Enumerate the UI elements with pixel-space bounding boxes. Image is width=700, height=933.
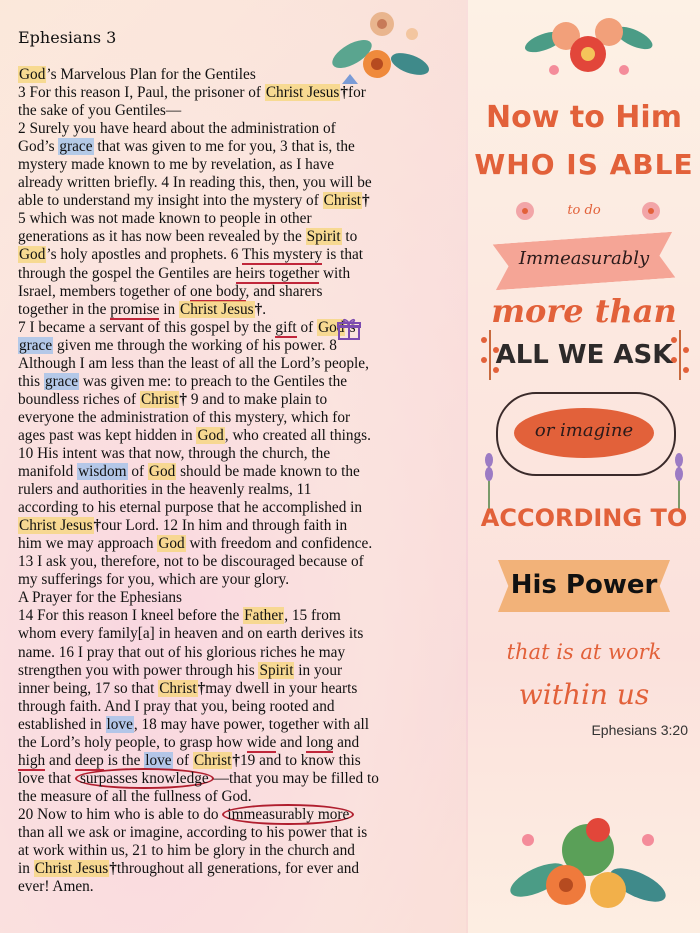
banner-line-7: or imagine bbox=[534, 420, 634, 441]
passage-line bbox=[18, 860, 456, 878]
passage-text: of bbox=[172, 751, 193, 769]
lavender-sprig-icon bbox=[664, 450, 694, 510]
marked-word: Christ Jesus bbox=[19, 517, 93, 535]
marked-word: Christ bbox=[159, 679, 197, 697]
passage-text: 14 For this reason I kneel before the bbox=[18, 607, 244, 625]
passage-text: ages past was kept hidden in bbox=[18, 426, 197, 444]
passage-line bbox=[18, 716, 456, 734]
chapter-heading: Ephesians 3 bbox=[18, 28, 117, 47]
passage-line bbox=[18, 680, 456, 698]
passage-line bbox=[18, 210, 456, 228]
passage-text: should be made known to the bbox=[176, 463, 360, 481]
passage-text: him we may approach bbox=[18, 535, 158, 553]
passage-text: everyone the administration of this mystery, which for bbox=[18, 408, 351, 426]
passage-text: 7 I became a servant of this gospel by the bbox=[18, 318, 276, 336]
cross-mark: † bbox=[93, 517, 102, 535]
passage-line bbox=[18, 553, 456, 571]
passage-text: our Lord. 12 In him and through faith in bbox=[101, 517, 348, 535]
marked-word: God bbox=[318, 318, 345, 336]
passage-text: the Lord’s holy people, to grasp how bbox=[18, 733, 247, 751]
passage-text: 2 Surely you have heard about the administration of bbox=[18, 120, 336, 138]
passage-text: ’s bbox=[345, 318, 356, 336]
passage-text: name. 16 I pray that out of his glorious riches he may bbox=[18, 643, 346, 661]
marked-word: immeasurably more bbox=[222, 804, 354, 825]
cross-mark: † bbox=[179, 390, 187, 408]
marked-word: God bbox=[19, 66, 46, 83]
scripture-passage bbox=[18, 66, 456, 896]
passage-text: in bbox=[18, 860, 34, 878]
passage-text: able to understand my insight into the mystery of bbox=[18, 192, 323, 210]
passage-line bbox=[18, 427, 456, 445]
cross-mark: † bbox=[340, 84, 349, 102]
passage-text: 5 which was not made known to people in other bbox=[18, 210, 312, 228]
passage-text: with freedom and confidence. bbox=[185, 535, 373, 553]
passage-text: already written briefly. 4 In reading this, then, you will be bbox=[18, 174, 372, 192]
passage-line bbox=[18, 102, 456, 120]
marked-word: high bbox=[18, 751, 46, 769]
passage-text: that was given to me for you, 3 that is, the bbox=[93, 138, 355, 156]
lavender-sprig-icon bbox=[474, 450, 504, 510]
passage-text: 20 Now to him who is able to do bbox=[18, 805, 223, 823]
passage-line bbox=[18, 788, 456, 806]
passage-line bbox=[18, 355, 456, 373]
passage-line bbox=[18, 770, 456, 788]
banner-line-10: that is at work bbox=[506, 640, 662, 664]
marked-word: grace bbox=[59, 138, 93, 156]
banner-line-2: WHO IS ABLE bbox=[474, 148, 694, 181]
passage-text: Israel, members together of bbox=[18, 282, 191, 300]
passage-text: Although I am less than the least of all the Lord’s people, bbox=[18, 354, 369, 372]
marked-word: Christ Jesus bbox=[265, 84, 340, 102]
passage-text: manifold bbox=[18, 463, 78, 481]
passage-line bbox=[18, 499, 456, 517]
passage-text: given me through the working of his power. 8 bbox=[53, 336, 337, 354]
marked-word: Spirit bbox=[306, 228, 341, 246]
passage-text: , 15 from bbox=[284, 607, 341, 625]
passage-line bbox=[18, 409, 456, 427]
passage-text: with bbox=[319, 264, 351, 282]
banner-line-6: ALL WE ASK bbox=[495, 340, 673, 370]
passage-text: , 18 may have power, together with all bbox=[133, 715, 370, 733]
marked-word: promise bbox=[110, 300, 160, 318]
passage-text: for bbox=[348, 84, 366, 102]
passage-text: this bbox=[18, 372, 44, 390]
marked-word: God bbox=[148, 463, 176, 481]
passage-text: the sake of you Gentiles— bbox=[18, 102, 182, 120]
passage-line bbox=[18, 301, 456, 319]
cross-mark: † bbox=[232, 751, 241, 769]
passage-line bbox=[18, 607, 456, 625]
passage-text: at work within us, 21 to him be glory in the church and bbox=[18, 842, 355, 860]
cross-mark: † bbox=[254, 300, 263, 318]
marked-word: God bbox=[197, 426, 224, 444]
passage-text: was given me: to preach to the Gentiles the bbox=[79, 372, 348, 390]
flower-bouquet-icon bbox=[508, 790, 668, 930]
marked-word: heirs together bbox=[235, 264, 320, 282]
passage-line bbox=[18, 571, 456, 589]
marked-word: Christ bbox=[140, 390, 179, 408]
passage-text: —that you may be filled to bbox=[213, 769, 379, 787]
passage-line bbox=[18, 644, 456, 662]
passage-line bbox=[18, 228, 456, 246]
passage-text: my sufferings for you, which are your glory. bbox=[18, 571, 290, 589]
passage-line bbox=[18, 878, 456, 896]
flower-bouquet-icon bbox=[524, 8, 654, 88]
passage-line bbox=[18, 734, 456, 752]
banner-line-1: Now to Him bbox=[486, 100, 682, 135]
passage-line bbox=[18, 535, 456, 553]
passage-text: God’s bbox=[18, 138, 59, 156]
passage-line bbox=[18, 174, 456, 192]
marked-word: God bbox=[19, 246, 46, 264]
marked-word: Spirit bbox=[259, 661, 294, 679]
passage-text: through the gospel the Gentiles are bbox=[18, 264, 236, 282]
passage-line bbox=[18, 517, 456, 535]
passage-text: through faith. And I pray that you, being rooted and bbox=[18, 697, 335, 715]
passage-line bbox=[18, 84, 456, 102]
passage-text: ’s holy apostles and prophets. 6 bbox=[46, 246, 242, 264]
passage-line bbox=[18, 373, 456, 391]
passage-text: 9 and to make plain to bbox=[187, 390, 328, 408]
passage-text: , and sharers bbox=[245, 282, 323, 300]
passage-text: and bbox=[333, 733, 360, 751]
passage-line bbox=[18, 824, 456, 842]
marked-word: wisdom bbox=[78, 463, 127, 481]
flower-icon bbox=[638, 198, 664, 224]
passage-text: throughout all generations, for ever and bbox=[116, 860, 360, 878]
passage-line bbox=[18, 138, 456, 156]
passage-text: 19 and to know this bbox=[240, 751, 361, 769]
marked-word: gift bbox=[275, 318, 297, 336]
passage-text: the measure of all the fullness of God. bbox=[18, 787, 252, 805]
passage-text: may dwell in your hearts bbox=[205, 679, 358, 697]
banner-line-9: His Power bbox=[510, 570, 658, 600]
passage-text: 13 I ask you, therefore, not to be discouraged because of bbox=[18, 553, 364, 571]
passage-text: of bbox=[127, 463, 148, 481]
passage-line bbox=[18, 283, 456, 301]
passage-text: strengthen you with power through his bbox=[18, 661, 259, 679]
cross-mark: † bbox=[109, 860, 117, 878]
banner-line-3: to do bbox=[567, 203, 601, 218]
passage-line bbox=[18, 463, 456, 481]
passage-text: inner being, 17 so that bbox=[18, 679, 159, 697]
marked-word: one body bbox=[190, 282, 246, 300]
passage-text: boundless riches of bbox=[18, 390, 140, 408]
passage-text: established in bbox=[18, 715, 106, 733]
passage-line bbox=[18, 120, 456, 138]
passage-text: to bbox=[341, 228, 358, 246]
marked-word: grace bbox=[44, 372, 79, 390]
passage-line bbox=[18, 66, 456, 84]
banner-line-4: Immeasurably bbox=[518, 248, 650, 269]
passage-line bbox=[18, 589, 456, 607]
banner-line-11: within us bbox=[518, 678, 650, 711]
marked-word: grace bbox=[19, 336, 53, 354]
marked-word: Christ bbox=[323, 192, 362, 210]
passage-text: 3 For this reason I, Paul, the prisoner of bbox=[18, 84, 265, 102]
marked-word: Christ bbox=[193, 751, 232, 769]
passage-text: and bbox=[45, 751, 75, 769]
gift-icon bbox=[336, 316, 362, 342]
passage-text: rulers and authorities in the heavenly realms, 11 bbox=[18, 481, 312, 499]
marked-word: long bbox=[306, 733, 334, 751]
marked-word: surpasses knowledge bbox=[75, 768, 214, 789]
marked-word: Christ Jesus bbox=[34, 860, 109, 878]
passage-line bbox=[18, 752, 456, 770]
passage-line bbox=[18, 319, 456, 337]
marked-word: Father bbox=[244, 607, 284, 625]
passage-text: and bbox=[276, 733, 307, 751]
passage-text: of bbox=[296, 318, 318, 336]
passage-text: love that bbox=[18, 769, 75, 787]
passage-line bbox=[18, 337, 456, 355]
passage-line bbox=[18, 481, 456, 499]
cross-mark: † bbox=[197, 679, 206, 697]
passage-line bbox=[18, 662, 456, 680]
passage-line bbox=[18, 156, 456, 174]
passage-text: generations as it has now been revealed by the bbox=[18, 228, 306, 246]
passage-line bbox=[18, 246, 456, 264]
flower-icon bbox=[512, 198, 538, 224]
passage-line bbox=[18, 265, 456, 283]
passage-text: , who created all things. bbox=[224, 426, 371, 444]
passage-line bbox=[18, 192, 456, 210]
passage-text: 10 His intent was that now, through the church, the bbox=[18, 444, 331, 462]
passage-text: ’s Marvelous Plan for the Gentiles bbox=[46, 66, 256, 83]
passage-text: than all we ask or imagine, according to his power that is bbox=[18, 823, 368, 841]
passage-text: is that bbox=[322, 246, 364, 264]
passage-text: in bbox=[159, 300, 180, 318]
banner-line-8: ACCORDING TO bbox=[480, 504, 688, 532]
passage-text: A Prayer for the Ephesians bbox=[18, 589, 182, 607]
passage-text: whom every family[a] in heaven and on earth derives its bbox=[18, 625, 364, 643]
marked-word: God bbox=[158, 535, 185, 553]
passage-text: mystery made known to me by revelation, as I have bbox=[18, 156, 335, 174]
passage-text: in your bbox=[294, 661, 343, 679]
banner-reference: Ephesians 3:20 bbox=[591, 722, 688, 738]
passage-line bbox=[18, 625, 456, 643]
passage-line bbox=[18, 806, 456, 824]
marked-word: deep bbox=[74, 751, 104, 769]
marked-word: love bbox=[106, 715, 133, 733]
passage-text: according to his eternal purpose that he accomplished in bbox=[18, 499, 363, 517]
passage-text: . bbox=[262, 300, 267, 318]
marked-word: wide bbox=[246, 733, 277, 751]
passage-text: is the bbox=[103, 751, 145, 769]
passage-line bbox=[18, 842, 456, 860]
passage-line bbox=[18, 698, 456, 716]
banner-line-5: more than bbox=[491, 292, 677, 330]
marked-word: love bbox=[145, 751, 172, 769]
marked-word: This mystery bbox=[241, 246, 323, 264]
marked-word: Christ Jesus bbox=[180, 300, 254, 318]
passage-line bbox=[18, 391, 456, 409]
verse-banner bbox=[468, 0, 700, 933]
passage-text: ever! Amen. bbox=[18, 878, 94, 896]
passage-line bbox=[18, 445, 456, 463]
cross-mark: † bbox=[362, 192, 370, 210]
passage-text: together in the bbox=[18, 300, 111, 318]
